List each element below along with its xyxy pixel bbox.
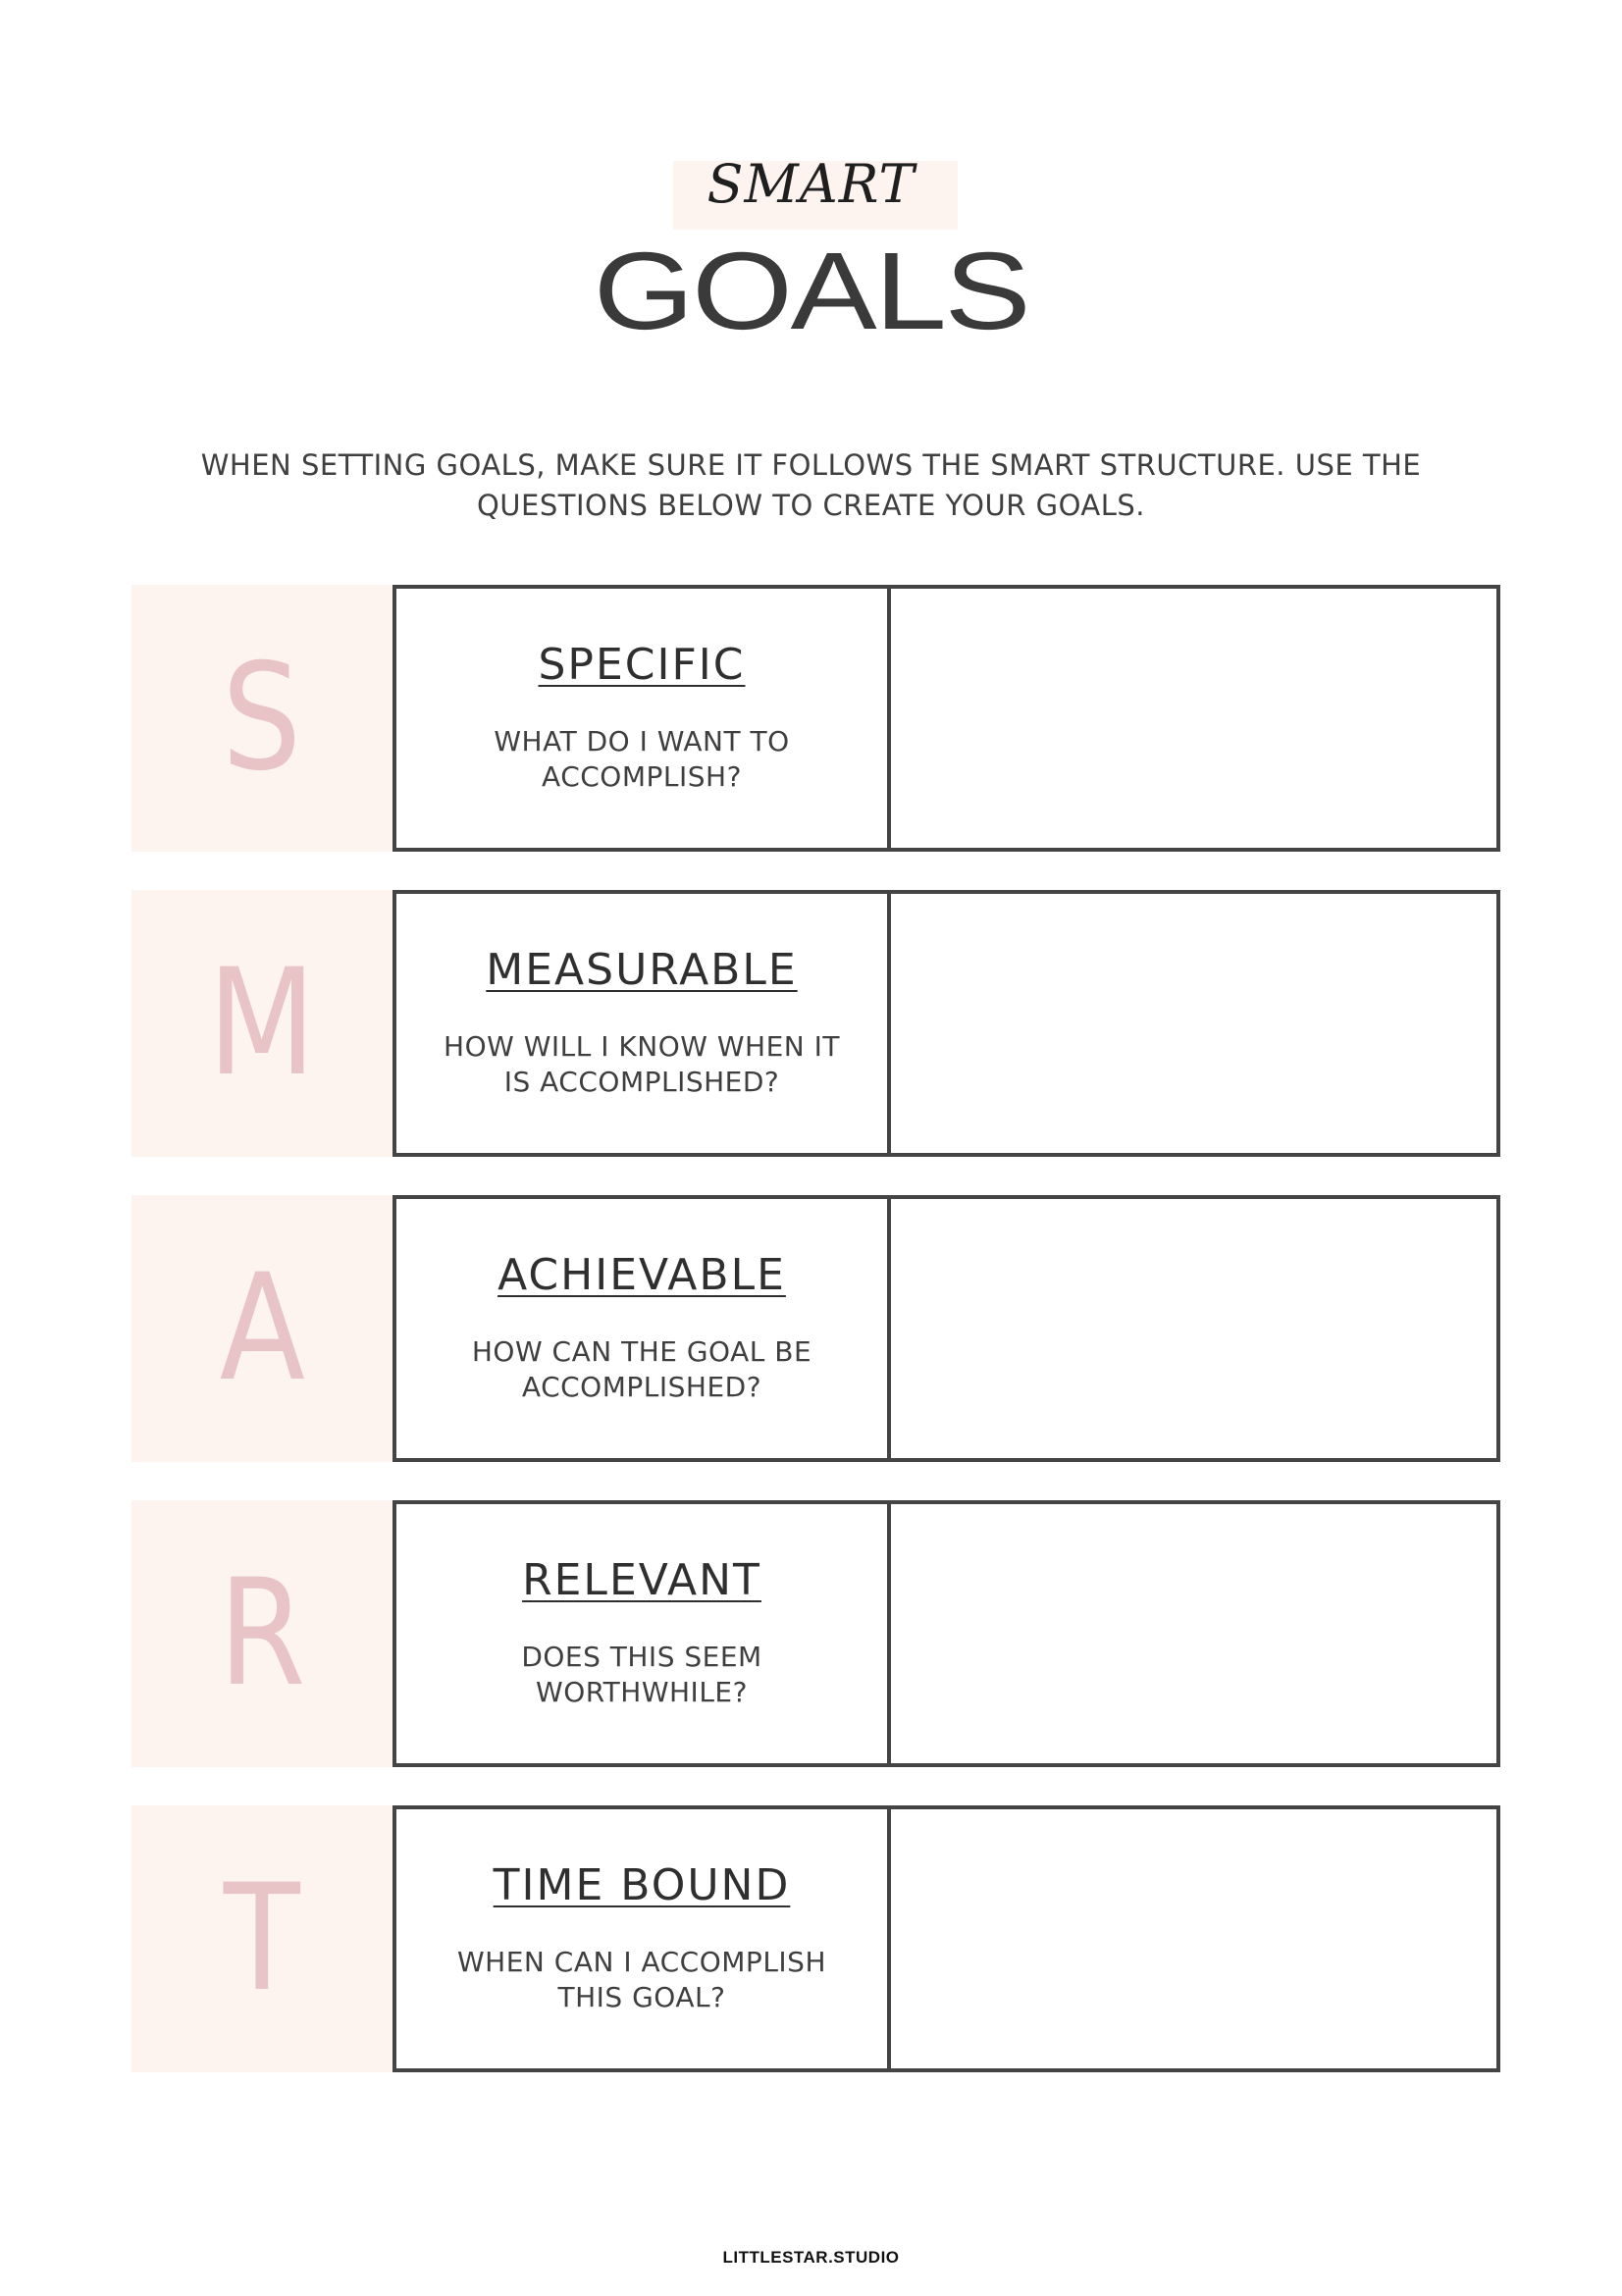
question-line: ACCOMPLISHED? (521, 1371, 762, 1403)
question-line: HOW CAN THE GOAL BE (471, 1335, 812, 1368)
question-measurable (416, 1029, 867, 1100)
row-relevant (131, 1500, 1500, 1767)
heading-measurable: MEASURABLE (486, 945, 798, 995)
question-line: WHAT DO I WANT TO (494, 725, 790, 757)
answer-area-specific[interactable] (891, 589, 1496, 848)
letter-s: S (222, 633, 302, 804)
question-line: ACCOMPLISH? (542, 760, 742, 793)
title-goals: GOALS (593, 230, 1029, 352)
question-line: WHEN CAN I ACCOMPLISH (456, 1946, 827, 1978)
intro-text (137, 445, 1485, 526)
answer-area-time-bound[interactable] (891, 1809, 1496, 2068)
question-line: DOES THIS SEEM (521, 1641, 762, 1673)
question-box-measurable (392, 890, 891, 1157)
answer-box-time-bound[interactable] (887, 1805, 1500, 2072)
answer-box-measurable[interactable] (887, 890, 1500, 1157)
letter-box-t (131, 1805, 392, 2072)
question-line: HOW WILL I KNOW WHEN IT (444, 1030, 840, 1063)
letter-a: A (219, 1243, 305, 1414)
intro-line-2: QUESTIONS BELOW TO CREATE YOUR GOALS. (476, 489, 1146, 522)
heading-specific: SPECIFIC (538, 640, 746, 690)
footer-brand: LITTLESTAR.STUDIO (722, 2248, 900, 2267)
answer-area-relevant[interactable] (891, 1504, 1496, 1763)
row-time-bound (131, 1805, 1500, 2072)
question-achievable (416, 1334, 867, 1405)
intro-line-1: WHEN SETTING GOALS, MAKE SURE IT FOLLOWS THE SMART STRUCTURE. USE THE (200, 448, 1422, 482)
row-measurable (131, 890, 1500, 1157)
answer-area-measurable[interactable] (891, 894, 1496, 1153)
heading-achievable: ACHIEVABLE (497, 1250, 786, 1300)
question-line: WORTHWHILE? (536, 1676, 748, 1708)
question-relevant (416, 1640, 867, 1710)
row-achievable (131, 1195, 1500, 1462)
letter-t: T (224, 1853, 300, 2024)
question-box-achievable (392, 1195, 891, 1462)
row-specific (131, 585, 1500, 852)
letter-r: R (218, 1548, 306, 1719)
question-box-time-bound (392, 1805, 891, 2072)
heading-relevant: RELEVANT (522, 1555, 761, 1605)
question-line: THIS GOAL? (557, 1981, 726, 2013)
question-box-specific (392, 585, 891, 852)
letter-box-s (131, 585, 392, 852)
letter-box-r (131, 1500, 392, 1767)
answer-box-relevant[interactable] (887, 1500, 1500, 1767)
question-line: IS ACCOMPLISHED? (503, 1066, 780, 1098)
question-time-bound (416, 1945, 867, 2015)
title-smart: SMART (706, 153, 916, 215)
answer-area-achievable[interactable] (891, 1199, 1496, 1458)
letter-m: M (207, 938, 316, 1109)
answer-box-achievable[interactable] (887, 1195, 1500, 1462)
question-box-relevant (392, 1500, 891, 1767)
letter-box-m (131, 890, 392, 1157)
heading-time-bound: TIME BOUND (493, 1860, 791, 1910)
letter-box-a (131, 1195, 392, 1462)
answer-box-specific[interactable] (887, 585, 1500, 852)
question-specific (416, 724, 867, 795)
